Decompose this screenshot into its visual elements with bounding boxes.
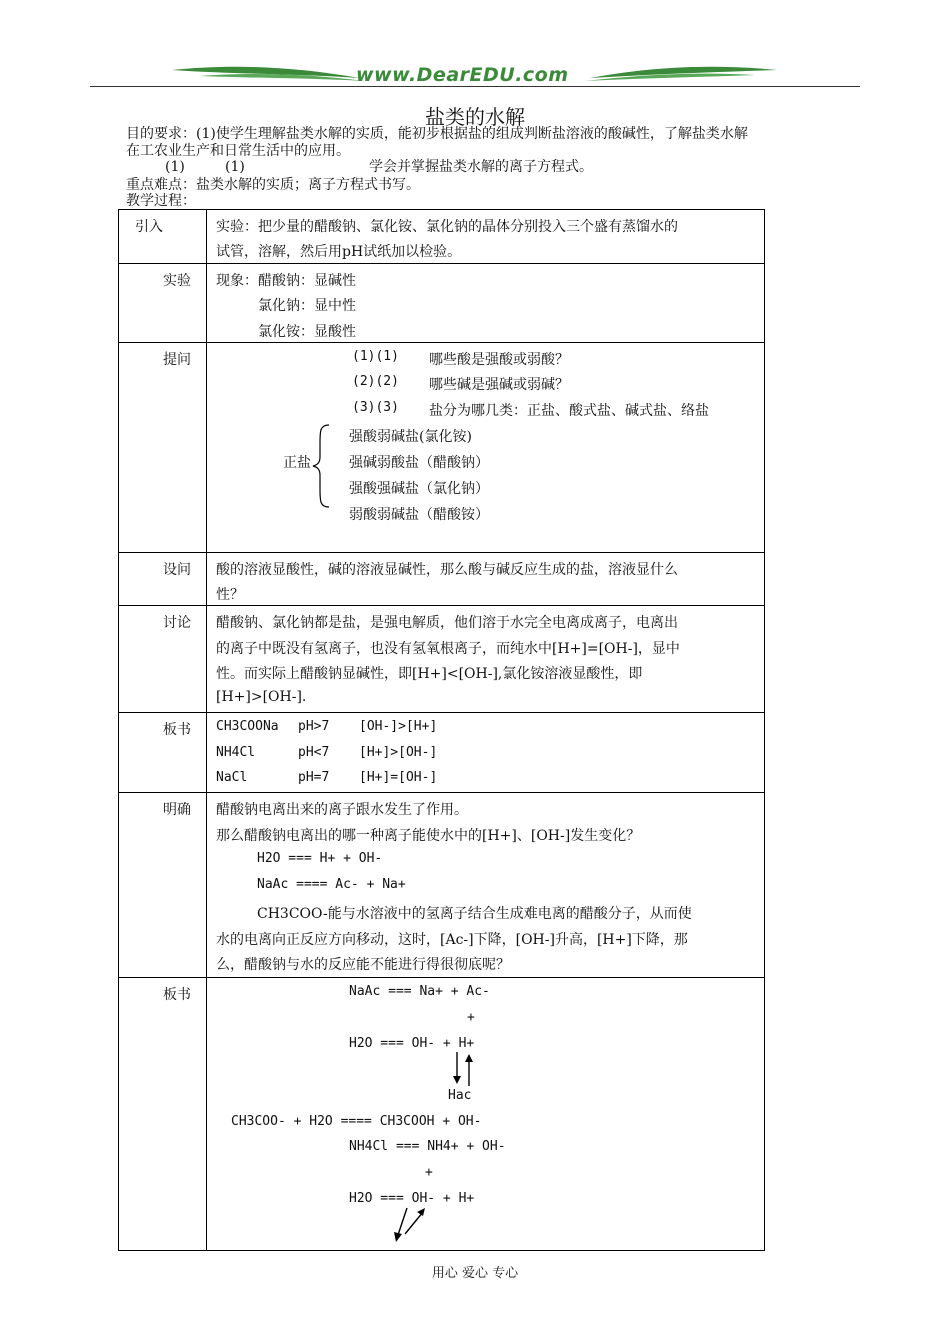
table-row — [119, 343, 765, 553]
row-text: 试管，溶解，然后用pH试纸加以检验。 — [216, 244, 462, 260]
table-row — [119, 210, 765, 264]
row-label: 板书 — [163, 987, 191, 1003]
goal2-number-b: (1) — [225, 159, 245, 175]
formula-cell: NaCl — [216, 770, 248, 785]
table-row — [119, 264, 765, 343]
curly-brace-icon — [311, 423, 331, 509]
row-text: 的离子中既没有氢离子，也没有氢氧根离子，而纯水中[H+]=[OH-]，显中 — [216, 641, 680, 657]
ph-cell: pH=7 — [298, 770, 330, 785]
ion-cell: [OH-]>[H+] — [359, 719, 438, 734]
goal2-number-a: (1) — [165, 159, 185, 175]
plus-sign: + — [467, 1010, 475, 1025]
question-text: 哪些酸是强酸或弱酸？ — [429, 352, 569, 368]
question-number: (3)(3) — [352, 400, 399, 415]
question-text: 盐分为哪几类：正盐、酸式盐、碱式盐、络盐 — [429, 403, 709, 419]
table-row — [119, 713, 765, 793]
ph-cell: pH<7 — [298, 745, 330, 760]
row-text: 酸的溶液显酸性，碱的溶液显碱性，那么酸与碱反应生成的盐，溶液显什么 — [216, 562, 678, 578]
key-points: 重点难点：盐类水解的实质；离子方程式书写。 — [126, 177, 420, 193]
goal-line-1: 目的要求：(1)使学生理解盐类水解的实质，能初步根据盐的组成判断盐溶液的酸碱性，了解盐类水解 — [126, 126, 748, 142]
table-row — [119, 793, 765, 978]
formula-cell: CH3COONa — [216, 719, 279, 734]
ion-cell: [H+]=[OH-] — [359, 770, 438, 785]
salt-type: 强碱弱酸盐（醋酸钠） — [349, 455, 489, 471]
row-text: 氯化铵：显酸性 — [258, 324, 356, 340]
row-label: 明确 — [163, 802, 191, 818]
row-text: 氯化钠：显中性 — [258, 298, 356, 314]
equation: H2O === OH- + H+ — [349, 1191, 475, 1206]
row-text: 醋酸钠、氯化钠都是盐，是强电解质，他们溶于水完全电离成离子，电离出 — [216, 615, 678, 631]
lesson-table — [118, 209, 765, 1251]
page-footer: 用心 爱心 专心 — [431, 1266, 519, 1281]
row-label: 设问 — [163, 562, 191, 578]
row-text: [H+]>[OH-]. — [216, 689, 307, 705]
plus-sign: + — [425, 1165, 433, 1180]
site-logo: www.DearEDU.com — [356, 64, 569, 86]
process-heading: 教学过程： — [126, 193, 196, 209]
header-swoosh-left-icon — [170, 62, 370, 84]
row-text: 实验：把少量的醋酸钠、氯化铵、氯化钠的晶体分别投入三个盛有蒸馏水的 — [216, 219, 678, 235]
equation: NH4Cl === NH4+ + OH- — [349, 1139, 506, 1154]
row-text: 现象：醋酸钠：显碱性 — [216, 273, 356, 289]
table-row — [119, 978, 765, 1251]
question-number: (1)(1) — [352, 349, 399, 364]
row-label: 讨论 — [163, 615, 191, 631]
ion-cell: [H+]>[OH-] — [359, 745, 438, 760]
header-swoosh-right-icon — [585, 62, 780, 84]
formula-cell: NH4Cl — [216, 745, 256, 760]
salt-type: 强酸强碱盐（氯化钠） — [349, 481, 489, 497]
equation: CH3COO- + H2O ==== CH3COOH + OH- — [231, 1114, 482, 1129]
row-text: 那么醋酸钠电离出的哪一种离子能使水中的[H+]、[OH-]发生变化？ — [216, 828, 641, 844]
equation: H2O === H+ + OH- — [257, 851, 383, 866]
equation: NaAc === Na+ + Ac- — [349, 984, 490, 999]
equation: H2O === OH- + H+ — [349, 1036, 475, 1051]
page-title: 盐类的水解 — [425, 105, 525, 129]
row-label: 引入 — [135, 219, 163, 235]
ph-cell: pH>7 — [298, 719, 330, 734]
salt-type: 强酸弱碱盐(氯化铵) — [349, 429, 472, 445]
row-text: 性？ — [216, 587, 244, 603]
row-text: 么，醋酸钠与水的反应能不能进行得很彻底呢？ — [216, 957, 510, 973]
row-text: CH3COO-能与水溶液中的氢离子结合生成难电离的醋酸分子，从而使 — [257, 906, 692, 922]
question-text: 哪些碱是强碱或弱碱？ — [429, 377, 569, 393]
row-label: 实验 — [163, 273, 191, 289]
row-label: 提问 — [163, 352, 191, 368]
brace-label: 正盐 — [283, 455, 311, 471]
row-label: 板书 — [163, 722, 191, 738]
salt-type: 弱酸弱碱盐（醋酸铵） — [349, 507, 489, 523]
table-row — [119, 553, 765, 606]
row-text: 醋酸钠电离出来的离子跟水发生了作用。 — [216, 802, 468, 818]
equilibrium-arrows-icon — [449, 1050, 479, 1090]
goal2-text: 学会并掌握盐类水解的离子方程式。 — [369, 159, 593, 175]
equation: NaAc ==== Ac- + Na+ — [257, 877, 406, 892]
question-number: (2)(2) — [352, 374, 399, 389]
header-divider — [90, 86, 860, 87]
table-row — [119, 606, 765, 713]
diagonal-arrows-icon — [393, 1204, 433, 1246]
product: Hac — [448, 1088, 472, 1103]
row-text: 水的电离向正反应方向移动，这时，[Ac-]下降，[OH-]升高，[H+]下降，那 — [216, 932, 688, 948]
goal-line-2: 在工农业生产和日常生活中的应用。 — [126, 143, 350, 159]
row-text: 性。而实际上醋酸钠显碱性，即[H+]<[OH-],氯化铵溶液显酸性，即 — [216, 666, 643, 682]
